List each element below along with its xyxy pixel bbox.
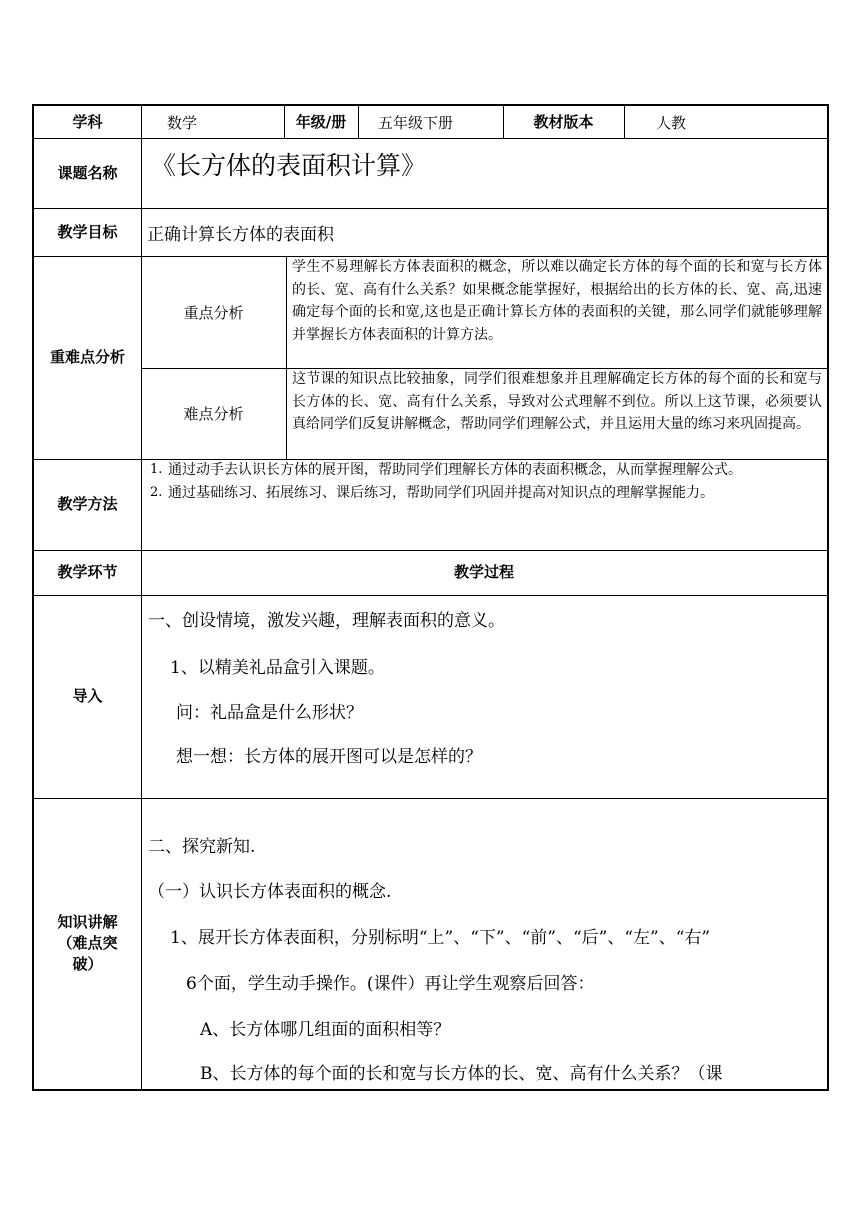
- subject-value: 数学: [167, 113, 198, 132]
- intro-line: 1、以精美礼品盒引入课题。: [170, 658, 385, 678]
- row-divider: [34, 798, 827, 799]
- intro-line: 问：礼品盒是什么形状？: [176, 703, 363, 723]
- knowledge-line: 6个面，学生动手操作。(课件）再让学生观察后回答：: [186, 974, 595, 994]
- column-divider: [286, 256, 287, 459]
- knowledge-line: 二、探究新知.: [148, 837, 256, 857]
- grade-value: 五年级下册: [378, 113, 454, 132]
- edition-label: 教材版本: [533, 112, 594, 131]
- knowledge-line: 1、展开长方体表面积，分别标明“上”、“下”、“前”、“后”、“左”、“右”: [170, 928, 711, 948]
- process-step-label: 教学环节: [57, 563, 118, 581]
- knowledge-label: 知识讲解 （难点突 破）: [57, 913, 118, 973]
- knowledge-line: A、长方体哪几组面的面积相等？: [200, 1020, 451, 1040]
- method-list: [144, 459, 824, 504]
- goal-value: 正确计算长方体的表面积: [147, 224, 334, 245]
- title-label: 课题名称: [57, 163, 118, 182]
- key-point-text: 学生不易理解长方体表面积的概念，所以难以确定长方体的每个面的长和宽与长方体的长、宽、高有什么关系？如果概念能掌握好，根据给出的长方体的长、宽、高,迅速确定每个面的长和宽,这也是正确计算长方体的表面积的关键，那么同学们就能够理解并掌握长方体表面积的计算方法。: [292, 259, 822, 343]
- row-divider: [34, 138, 827, 139]
- method-item: 1. 通过动手去认识长方体的展开图，帮助同学们理解长方体的表面积概念，从而掌握理解公式。: [150, 462, 742, 478]
- knowledge-line: B、长方体的每个面的长和宽与长方体的长、宽、高有什么关系？（课: [200, 1064, 723, 1084]
- process-header: 教学过程: [453, 563, 514, 581]
- lesson-title: 《长方体的表面积计算》: [151, 151, 427, 180]
- difficult-point-text: 这节课的知识点比较抽象，同学们很难想象并且理解确定长方体的每个面的长和宽与长方体的长、宽、高有什么关系，导致对公式理解不到位。所以上这节课，必须要认真给同学们反复讲解概念，帮助同学们理解公式，并且运用大量的练习来巩固提高。: [292, 371, 822, 432]
- method-label: 教学方法: [57, 495, 118, 513]
- column-divider: [141, 106, 142, 1089]
- intro-line: 一、创设情境，激发兴趣，理解表面积的意义。: [148, 611, 505, 631]
- subject-label: 学科: [72, 112, 103, 131]
- knowledge-line: （一）认识长方体表面积的概念.: [148, 882, 392, 902]
- goal-label: 教学目标: [57, 222, 118, 241]
- key-point-label: 重点分析: [183, 303, 244, 322]
- difficult-point-label: 难点分析: [183, 405, 244, 423]
- edition-value: 人教: [656, 113, 687, 132]
- analysis-label: 重难点分析: [49, 348, 125, 366]
- grade-label: 年级/册: [295, 112, 347, 131]
- row-divider: [34, 595, 827, 596]
- intro-line: 想一想：长方体的展开图可以是怎样的？: [176, 747, 482, 767]
- method-item: 2. 通过基础练习、拓展练习、课后练习，帮助同学们巩固并提高对知识点的理解掌握能力。: [150, 484, 714, 501]
- lesson-plan-table: [32, 104, 829, 1091]
- intro-label: 导入: [72, 687, 103, 705]
